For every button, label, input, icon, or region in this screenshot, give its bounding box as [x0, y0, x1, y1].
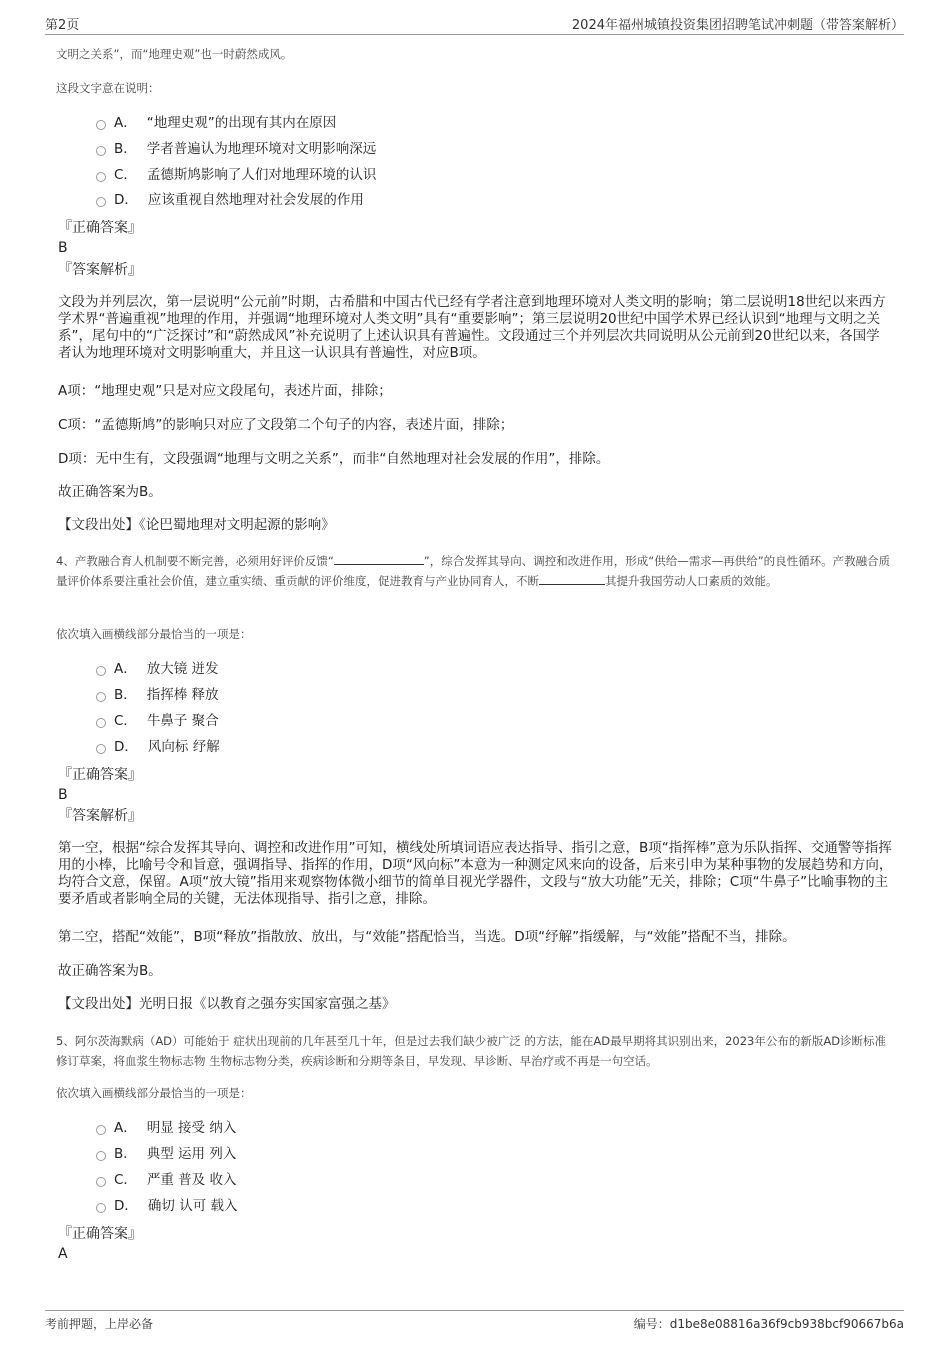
footer-serial: 编号：d1be8e08816a36f9cb938bcf90667b6a	[633, 1317, 904, 1331]
q4-source: 【文段出处】光明日报《以教育之强夯实国家富强之基》	[58, 996, 396, 1012]
radio-icon[interactable]	[96, 1125, 106, 1135]
q3-analysis-c: C项：“孟德斯鸠”的影响只对应了文段第二个句子的内容，表述片面，排除；	[58, 417, 514, 433]
q3-option-d[interactable]: D． 应该重视自然地理对社会发展的作用	[96, 190, 364, 210]
q4-option-a[interactable]: A． 放大镜 迸发	[96, 659, 219, 679]
q4-option-b[interactable]: B． 指挥棒 释放	[96, 685, 219, 705]
radio-icon[interactable]	[96, 1151, 106, 1161]
q3-analysis-main: 文段为并列层次，第一层说明“公元前”时期，古希腊和中国古代已经有学者注意到地理环境对人类文明的影响；第二层说明18世纪以来西方学术界“普遍重视”地理的作用，并强调“地理环境对人类文明”具有“重要影响”；第三层说明20世纪中国学术界已经认识到“地理与文明之关系”，尾句中的“广泛探讨”和“蔚然成风”补充说明了上述认识具有普遍性。文段通过三个并列层次共同说明从公元前到20世纪以来，各国学者认为地理环境对文明影响重大，并且这一认识具有普遍性，对应B项。	[58, 294, 886, 361]
q4-analysis-label: 『答案解析』	[58, 808, 142, 824]
q5-option-a[interactable]: A． 明显 接受 纳入	[96, 1118, 236, 1138]
radio-icon[interactable]	[96, 172, 106, 182]
q3-source: 【文段出处】《论巴蜀地理对文明起源的影响》	[58, 517, 335, 533]
q4-stem: 4、产教融合育人机制要不断完善，必须用好评价反馈“ ”，综合发挥其导向、调控和改进作用，形成“供给—需求—再供给”的良性循环。产教融合质量评价体系要注重社会价值，建立重实绩、重贡献的评价维度，促进教育与产业协同育人，不断 其提升我国劳动人口素质的效能。	[56, 554, 891, 588]
q3-option-b[interactable]: B． 学者普遍认为地理环境对文明影响深远	[96, 139, 376, 159]
q5-answer: A	[58, 1246, 68, 1262]
radio-icon[interactable]	[96, 718, 106, 728]
q4-conclusion: 故正确答案为B。	[58, 963, 162, 979]
q5-answer-label: 『正确答案』	[58, 1226, 142, 1242]
q3-option-a[interactable]: A． “地理史观”的出现有其内在原因	[96, 113, 336, 133]
q4-answer-label: 『正确答案』	[58, 767, 142, 783]
q4-prompt: 依次填入画横线部分最恰当的一项是：	[56, 627, 252, 641]
q5-option-d[interactable]: D． 确切 认可 载入	[96, 1196, 238, 1216]
radio-icon[interactable]	[96, 666, 106, 676]
radio-icon[interactable]	[96, 197, 106, 207]
radio-icon[interactable]	[96, 146, 106, 156]
blank-line	[334, 552, 424, 565]
q5-prompt: 依次填入画横线部分最恰当的一项是：	[56, 1086, 252, 1100]
q3-stem-tail: 文明之关系”，而“地理史观”也一时蔚然成风。	[56, 47, 293, 61]
radio-icon[interactable]	[96, 120, 106, 130]
q3-answer-label: 『正确答案』	[58, 220, 142, 236]
page-footer	[45, 1310, 904, 1335]
q3-analysis-a: A项：“地理史观”只是对应文段尾句，表述片面，排除；	[58, 383, 392, 399]
page-number: 第2页	[45, 18, 80, 33]
q3-option-c[interactable]: C． 孟德斯鸠影响了人们对地理环境的认识	[96, 165, 376, 185]
radio-icon[interactable]	[96, 692, 106, 702]
radio-icon[interactable]	[96, 1203, 106, 1213]
q5-option-c[interactable]: C． 严重 普及 收入	[96, 1170, 237, 1190]
q3-conclusion: 故正确答案为B。	[58, 484, 162, 500]
q4-option-d[interactable]: D． 风向标 纾解	[96, 737, 220, 757]
q3-analysis-label: 『答案解析』	[58, 262, 142, 278]
blank-line	[539, 572, 605, 585]
q5-option-b[interactable]: B． 典型 运用 列入	[96, 1144, 236, 1164]
q4-option-c[interactable]: C． 牛鼻子 聚合	[96, 711, 219, 731]
q3-answer: B	[58, 240, 68, 256]
document-title: 2024年福州城镇投资集团招聘笔试冲刺题（带答案解析）	[571, 18, 904, 33]
q4-answer: B	[58, 787, 68, 803]
q4-analysis-second: 第二空，搭配“效能”，B项“释放”指散放、放出，与“效能”搭配恰当，当选。D项“纾解”指缓解，与“效能”搭配不当，排除。	[58, 929, 796, 945]
q4-analysis-first: 第一空，根据“综合发挥其导向、调控和改进作用”可知，横线处所填词语应表达指导、指引之意，B项“指挥棒”意为乐队指挥、交通警等指挥用的小棒，比喻号令和旨意，强调指导、指挥的作用，D项“风向标”本意为一种测定风来向的设备，后来引申为某种事物的发展趋势和方向，均符合文意，保留。A项“放大镜”指用来观察物体微小细节的简单目视光学器件，文段与“放大功能”无关，排除；C项“牛鼻子”比喻事物的主要矛盾或者影响全局的关键，无法体现指导、指引之意，排除。	[58, 840, 893, 907]
q3-prompt: 这段文字意在说明：	[56, 81, 160, 95]
radio-icon[interactable]	[96, 1177, 106, 1187]
page-header	[45, 14, 904, 35]
q5-stem: 5、阿尔茨海默病（AD）可能始于 症状出现前的几年甚至几十年，但是过去我们缺少被广泛 的方法，能在AD最早期将其识别出来，2023年公布的新版AD诊断标准修订草案，将血浆生物标志物 生物标志物分类，疾病诊断和分期等条目，早发现、早诊断、早治疗或不再是一句空话。	[56, 1034, 887, 1068]
footer-slogan: 考前押题，上岸必备	[45, 1317, 154, 1331]
radio-icon[interactable]	[96, 744, 106, 754]
q3-analysis-d: D项：无中生有，文段强调“地理与文明之关系”，而非“自然地理对社会发展的作用”，排除。	[58, 451, 610, 467]
